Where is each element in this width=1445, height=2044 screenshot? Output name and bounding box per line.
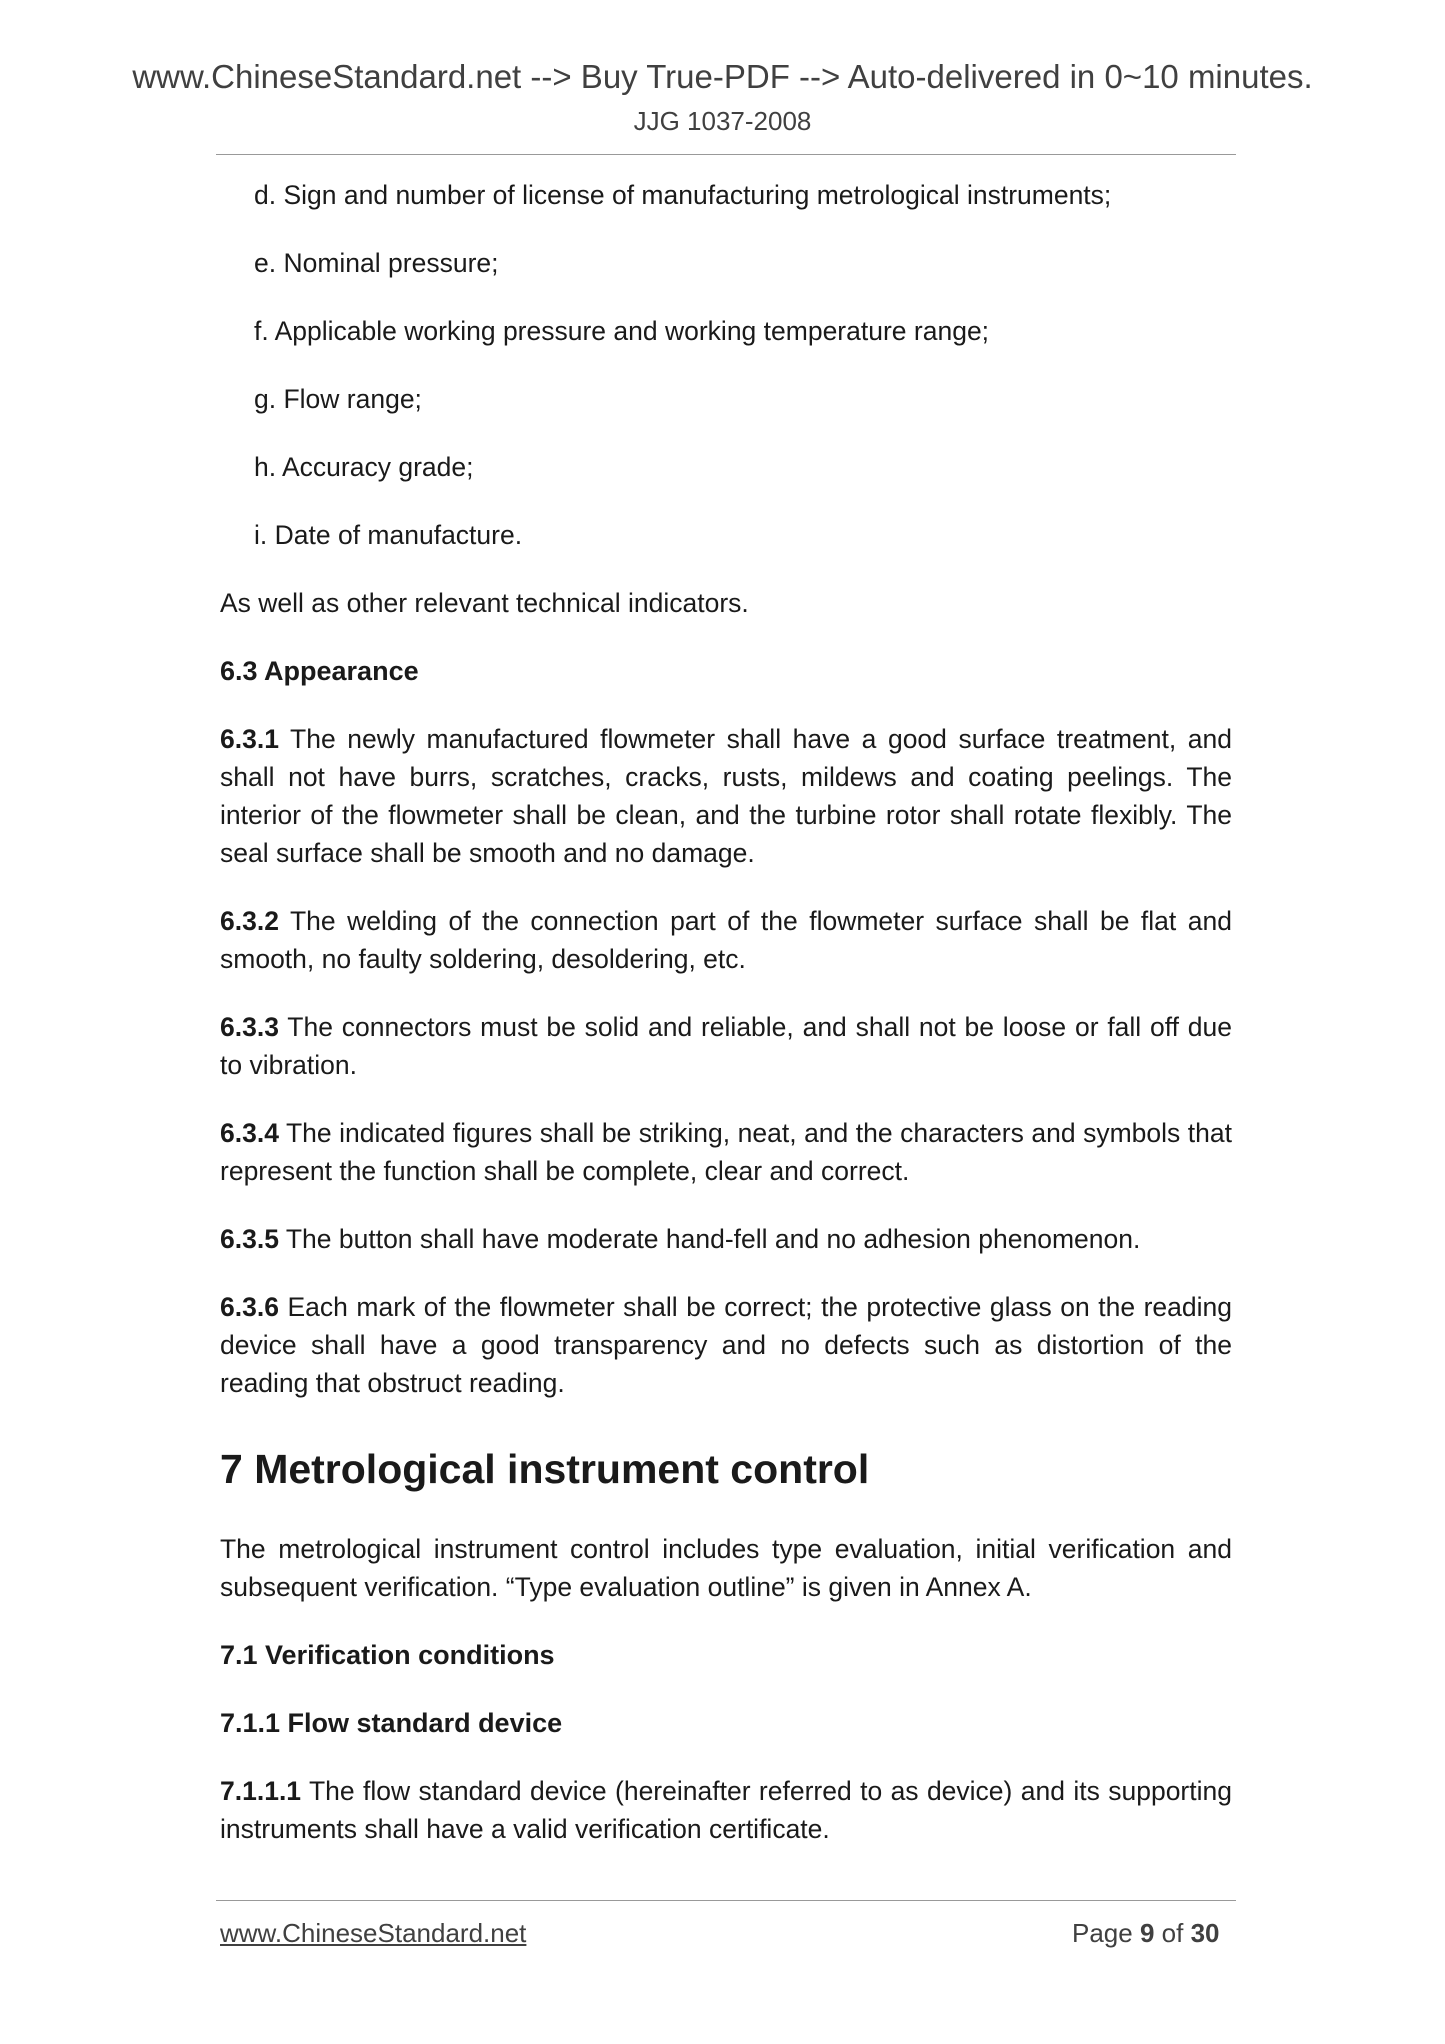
clause-text: Each mark of the flowmeter shall be correct; the protective glass on the reading device shall have a good transparency and no defects such as distortion of the reading that obstruct reading. (220, 1292, 1232, 1398)
section-7-1-1-title: 7.1.1 Flow standard device (220, 1708, 563, 1738)
section-7-1-title: 7.1 Verification conditions (220, 1640, 555, 1670)
clause-7-1-1-1 (220, 1772, 1232, 1848)
list-item-h: h. Accuracy grade; (254, 452, 474, 482)
page-total: 30 (1190, 1918, 1220, 1948)
list-item-g: g. Flow range; (254, 384, 422, 414)
page-prefix: Page (1072, 1918, 1140, 1948)
chapter-7-title: 7 Metrological instrument control (220, 1446, 870, 1492)
header-banner[interactable]: www.ChineseStandard.net --> Buy True-PDF --> Auto-delivered in 0~10 minutes. (132, 58, 1313, 95)
after-list-text: As well as other relevant technical indicators. (220, 588, 749, 618)
clause-6-3-1 (220, 720, 1232, 872)
section-6-3-title: 6.3 Appearance (220, 656, 419, 686)
list-item-d: d. Sign and number of license of manufacturing metrological instruments; (254, 180, 1112, 210)
clause-6-3-4 (220, 1114, 1232, 1190)
clause-number: 6.3.2 (220, 906, 279, 936)
page-current: 9 (1139, 1918, 1155, 1948)
clause-text: The button shall have moderate hand-fell and no adhesion phenomenon. (278, 1224, 1141, 1254)
clause-6-3-2 (220, 902, 1232, 978)
clause-number: 6.3.6 (220, 1292, 279, 1322)
clause-number: 6.3.5 (220, 1224, 279, 1254)
page-indicator (1072, 1918, 1219, 1949)
footer-divider (216, 1900, 1236, 1901)
clause-6-3-3 (220, 1008, 1232, 1084)
clause-number: 6.3.1 (220, 724, 279, 754)
standard-code: JJG 1037-2008 (633, 106, 812, 136)
clause-text: The connectors must be solid and reliable, and shall not be loose or fall off due to vibration. (220, 1012, 1232, 1080)
list-item-i: i. Date of manufacture. (254, 520, 523, 550)
list-item-f: f. Applicable working pressure and working temperature range; (254, 316, 990, 346)
footer-website-link[interactable]: www.ChineseStandard.net (220, 1918, 527, 1948)
clause-text: The welding of the connection part of the flowmeter surface shall be flat and smooth, no faulty soldering, desoldering, etc. (220, 906, 1232, 974)
header-divider (216, 154, 1236, 155)
clause-text: The flow standard device (hereinafter referred to as device) and its supporting instruments shall have a valid verification certificate. (220, 1776, 1232, 1844)
list-item-e: e. Nominal pressure; (254, 248, 499, 278)
chapter-7-intro: The metrological instrument control includes type evaluation, initial verification and subsequent verification. “Type evaluation outline” is given in Annex A. (220, 1534, 1232, 1602)
clause-text: The indicated figures shall be striking, neat, and the characters and symbols that represent the function shall be complete, clear and correct. (220, 1118, 1232, 1186)
clause-number: 7.1.1.1 (220, 1776, 302, 1806)
document-body (220, 176, 1232, 1878)
clause-6-3-5 (220, 1220, 1232, 1258)
page-of: of (1154, 1918, 1191, 1948)
clause-6-3-6 (220, 1288, 1232, 1402)
clause-text: The newly manufactured flowmeter shall have a good surface treatment, and shall not have burrs, scratches, cracks, rusts, mildews and coating peelings. The interior of the flowmeter shall be clean, and the turbine rotor shall rotate flexibly. The seal surface shall be smooth and no damage. (220, 724, 1232, 868)
clause-number: 6.3.4 (220, 1118, 279, 1148)
clause-number: 6.3.3 (220, 1012, 279, 1042)
